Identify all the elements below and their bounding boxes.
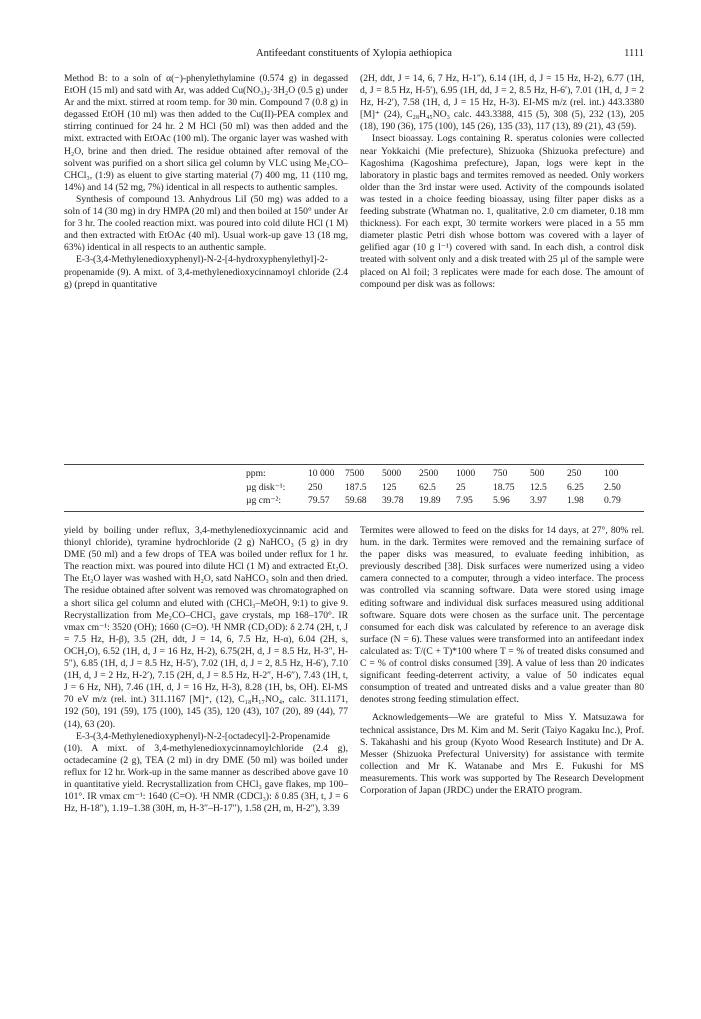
table-cell: 19.89 (419, 494, 441, 506)
table-cell: 12.5 (530, 481, 547, 493)
page-header (64, 48, 644, 62)
table-cell: 187.5 (345, 481, 367, 493)
table-cell: 750 (493, 468, 508, 480)
left-column-top (64, 73, 348, 291)
running-title: Antifeedant constituents of Xylopia aethiopica (256, 48, 452, 59)
right-column-top (360, 73, 644, 291)
nmr-continuation-paragraph: (2H, ddt, J = 14, 6, 7 Hz, H-1″), 6.14 (1H, d, J = 15 Hz, H-2), 6.77 (1H, d, J = 8.5 Hz, H-5′), 6.95 (1H, dd, J = 2, 8.5 Hz, H-6′), 7.01 (1H, d, J = 2 Hz, H-2′), 7.58 (1H, d, J = 15 Hz, H-3). EI-MS m/z (rel. int.) 443.3380 [M]⁺ (24), C₂₈H₄₅NO₃ calc. 443.3388, 415 (5), 308 (5), 232 (13), 205 (18), 190 (36), 175 (100), 145 (26), 135 (33), 117 (13), 89 (21), 43 (59). (360, 73, 644, 133)
table-cell: 5.96 (493, 494, 510, 506)
table-cell: 59.68 (345, 494, 367, 506)
table-cell: 500 (530, 468, 545, 480)
table-cell: 100 (604, 468, 619, 480)
right-column-bottom (360, 525, 644, 797)
table-cell: 6.25 (567, 481, 584, 493)
termite-feeding-paragraph: Termites were allowed to feed on the disks for 14 days, at 27°, 80% rel. hum. in the dark. Termites were removed and the remaining surface of the paper disks was measured, to evaluate feeding inhibition, as previously described [38]. Disk surfaces were numerized using a video camera connected to a computer, through a video interface. The process was controlled via scanning software. Data were stored using image editing software and individual disk surfaces measured using additional software. Square dots were chosen as the surface unit. The percentage consumed for each disk was calculated by reference to an average disk surface (N = 6). These values were transformed into an antifeedant index calculated as: T/(C + T)*100 where T = % of treated disks consumed and C = % of control disks consumed [39]. A value of less than 20 indicates significant feeding-deterrent activity, a value of 50 indicates equal consumption of treated and untreated disks and a value greater than 80 denotes strong feeding stimulation effect. (360, 525, 644, 706)
table-row (246, 494, 641, 507)
table-cell: 7500 (345, 468, 365, 480)
acknowledgements-paragraph: Acknowledgements—We are grateful to Miss Y. Matsuzawa for technical assistance, Drs M. Kim and M. Serit (Taiyo Kagaku Inc.), Prof. S. Takahashi and his group (Kyoto Wood Research Institute) and Dr A. Messer (Shizuoka Prefectural University) for assistance with termite collection and Mr K. Watanabe and Mrs E. Fukushi for MS measurements. This work was supported by The Research Development Corporation of Japan (JRDC) under the ERATO program. (360, 712, 644, 796)
table-cell: 250 (308, 481, 323, 493)
compound-9-paragraph-cont: yield by boiling under reflux, 3,4-methylenedioxycinnamic acid and thionyl chloride), tyramine hydrochloride (2 g) NaHCO₃ (5 g) in dry DME (50 ml) and a few drops of TEA was boiled under reflux for 1 hr. The reaction mixt. was poured into dilute HCl (1 M) and extracted Et₂O. The Et₂O layer was washed with H₂O, satd NaHCO₃ soln and then dried. The residue obtained after solvent was removed was chromatographed on a short silica gel column and eluted with (CHCl₃–MeOH, 9:1) to give 9. Recrystallization from Me₂CO–CHCl₃ gave crystals, mp 168–170°. IR νmax cm⁻¹: 3520 (OH); 1660 (C=O). ¹H NMR (CD₃OD): δ 2.74 (2H, t, J = 7.5 Hz, H-β), 3.5 (2H, ddt, J = 14, 6, 7.5 Hz, H-α), 6.04 (2H, s, OCH₂O), 6.52 (1H, d, J = 16 Hz, H-2), 6.75(2H, d, J = 8.5 Hz, H-3″, H-5″), 6.85 (1H, d, J = 8.5 Hz, H-5′), 7.02 (1H, d, J = 2, 8.5 Hz, H-6′), 7.10 (1H, d, J = 2 Hz, H-2′), 7.15 (2H, d, J = 8.5 Hz, H-2″, H-6″), 7.43 (1H, t, J = 6 Hz, NH), 7.46 (1H, d, J = 16 Hz, H-3), 8.28 (1H, bs, OH). EI-MS 70 eV m/z (rel. int.) 311.1167 [M]⁺, (12), C₁₈H₁₇NO₄, calc. 311.1171, 192 (50), 191 (59), 175 (100), 145 (35), 120 (43), 107 (20), 89 (44), 77 (14), 63 (20). (64, 525, 348, 730)
table-cell: 3.97 (530, 494, 547, 506)
compound-9-paragraph-start: E-3-(3,4-Methylenedioxyphenyl)-N-2-[4-hydroxyphenylethyl]-2-propenamide (9). A mixt. of 3,4-methylenedioxycinnamoyl chloride (2.4 g) (prepd in quantitative (64, 254, 348, 290)
table-cell: 0.79 (604, 494, 621, 506)
page-number: 1111 (624, 48, 644, 59)
compound-10-paragraph: E-3-(3,4-Methylenedioxyphenyl)-N-2-[octadecyl]-2-Propenamide (10). A mixt. of 3,4-methylenedioxycinnamoylchloride (2.4 g), octadecamine (2 g), TEA (2 ml) in dry DME (50 ml) was boiled under reflux for 12 hr. Work-up in the same manner as described above gave 10 in quantitative yield. Recrystallization from CHCl₃ gave flakes, mp 100–101°. IR νmax cm⁻¹: 1640 (C=O). ¹H NMR (CDCl₃): δ 0.85 (3H, t, J = 6 Hz, H-18″), 1.19–1.38 (30H, m, H-3″–H-17″), 1.58 (2H, m, H-2″), 3.39 (64, 730, 348, 815)
row-label: µg cm⁻²: (246, 494, 282, 506)
dose-table (246, 467, 641, 507)
table-cell: 2500 (419, 468, 439, 480)
table-bottom-rule (64, 511, 644, 512)
table-cell: 25 (456, 481, 466, 493)
synthesis-13-paragraph: Synthesis of compound 13. Anhydrous LiI (50 mg) was added to a soln of 14 (30 mg) in dry HMPA (20 ml) and then boiled at 150° under Ar for 3 hr. The cooled reaction mixt. was poured into cold dilute HCl (1 M) and then extracted with EtOAc (40 ml). Usual work-up gave 13 (18 mg, 63%) identical in all respects to an authentic sample. (64, 193, 348, 254)
table-row (246, 467, 641, 480)
table-cell: 7.95 (456, 494, 473, 506)
left-column-bottom (64, 525, 348, 815)
table-top-rule (64, 464, 644, 465)
table-row (246, 480, 641, 493)
row-label: ppm: (246, 468, 266, 480)
table-cell: 1000 (456, 468, 476, 480)
table-cell: 2.50 (604, 481, 621, 493)
table-cell: 18.75 (493, 481, 515, 493)
row-label: µg disk⁻¹: (246, 481, 286, 493)
method-b-paragraph: Method B: to a soln of α(−)-phenylethylamine (0.574 g) in degassed EtOH (15 ml) and satd with Ar, was added Cu(NO₃)₂·3H₂O (0.5 g) under Ar and the mixt. stirred at room temp. for 30 min. Compound 7 (0.8 g) in degassed EtOH (10 ml) was then added to the Cu(II)-PEA complex and stirring continued for 24 hr. 2 M HCl (50 ml) was then added and the mixt. extracted with EtOAc (100 ml). The organic layer was washed with H₂O, brine and then dried. The residue obtained after removal of the solvent was purified on a short silica gel column by VLC using Me₂CO–CHCl₃, (1:9) as eluent to give starting material (7) 400 mg, 11 (110 mg, 14%) and 14 (52 mg, 7%) identical in all respects to authentic samples. (64, 73, 348, 193)
table-cell: 250 (567, 468, 582, 480)
table-cell: 39.78 (382, 494, 404, 506)
table-cell: 79.57 (308, 494, 330, 506)
table-cell: 125 (382, 481, 397, 493)
table-cell: 5000 (382, 468, 402, 480)
table-cell: 10 000 (308, 468, 335, 480)
table-cell: 1.98 (567, 494, 584, 506)
insect-bioassay-paragraph: Insect bioassay. Logs containing R. speratus colonies were collected near Yokkaichi (Mie prefecture), Shizuoka (Shizuoka prefecture) and Kagoshima (Kagoshima prefecture), Japan, logs were kept in the laboratory in plastic bags and termites removed as needed. Only workers older than the 3rd instar were used. Activity of the compounds isolated was tested in a choice feeding bioassay, using filter paper disks as a feeding substrate (Whatman no. 1, qualitative, 2.0 cm diameter, 0.18 mm thickness). For each expt, 30 termite workers were placed in a 55 mm diameter plastic Petri dish whose bottom was covered with a layer of gelified agar (10 g l⁻¹) covered with sand. In each dish, a control disk treated with solvent only and a disk treated with 25 µl of the sample were placed on Al foil; 3 replicates were made for each dose. The amount of compound per disk was as follows: (360, 133, 644, 290)
table-cell: 62.5 (419, 481, 436, 493)
